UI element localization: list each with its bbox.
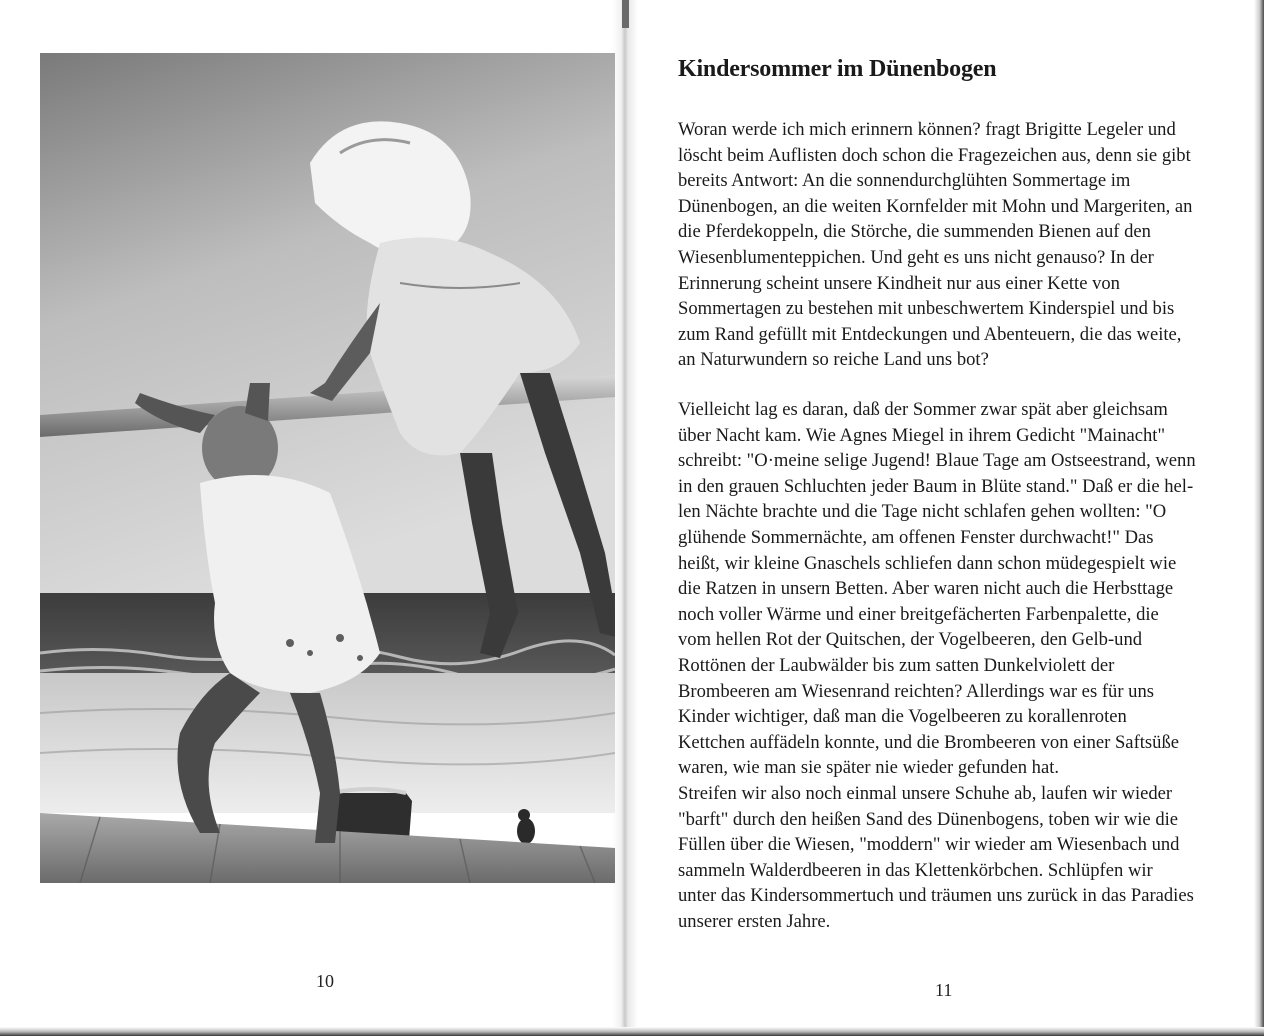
- left-page-number: 10: [316, 971, 334, 991]
- text-line: Kinder wichtiger, daß man die Vogelbeeren zu korallenroten: [678, 706, 1127, 728]
- text-line: Rottönen der Laubwälder bis zum satten Dunkelviolett der: [678, 654, 1115, 676]
- page-edge-right: [1254, 0, 1264, 1036]
- text-line: die Ratzen in unsern Betten. Aber waren nicht auch die Herbsttage: [678, 578, 1174, 600]
- text-line: schreibt: "O·meine selige Jugend! Blaue Tage am Ostseestrand, wenn: [678, 450, 1196, 472]
- right-page-number: 11: [935, 980, 953, 1000]
- text-line: Vielleicht lag es daran, daß der Sommer zwar spät aber gleichsam: [678, 399, 1168, 420]
- text-line: sammeln Walderdbeeren in das Klettenkörbchen. Schlüpfen wir: [678, 859, 1153, 881]
- paragraph-2: [678, 397, 1218, 934]
- text-line: heißt, wir kleine Gnaschels schliefen dann schon müdegespielt wie: [678, 552, 1177, 574]
- text-line: Dünenbogen, an die weiten Kornfelder mit Mohn und Margeriten, an: [678, 195, 1193, 217]
- text-line: Woran werde ich mich erinnern können? fragt Brigitte Legeler und: [678, 119, 1176, 140]
- text-line: Füllen über die Wiesen, "moddern" wir wieder am Wiesenbach und: [678, 834, 1180, 856]
- text-line: unter das Kindersommertuch und träumen uns zurück in das Paradies: [678, 885, 1194, 907]
- text-line: len Nächte brachte und die Tage nicht schlafen gehen wollten: "O: [678, 501, 1167, 523]
- text-line: Wiesenblumenteppichen. Und geht es uns nicht genauso? In der: [678, 246, 1154, 268]
- text-line: die Pferdekoppeln, die Störche, die summenden Bienen auf den: [678, 221, 1151, 243]
- text-line: Sommertagen zu bestehen mit unbeschwertem Kinderspiel und bis: [678, 298, 1175, 320]
- text-line: an Naturwundern so reiche Land uns bot?: [678, 349, 989, 371]
- text-line: glühende Sommernächte, am offenen Fenster durchwacht!" Das: [678, 526, 1154, 548]
- text-line: Brombeeren am Wiesenrand reichten? Allerdings war es für uns: [678, 680, 1154, 702]
- text-line: bereits Antwort: An die sonnendurchglühten Sommertage im: [678, 170, 1131, 192]
- gutter-shadow: [622, 0, 629, 28]
- page-edge-bottom: [0, 1027, 1264, 1036]
- text-line: über Nacht kam. Wie Agnes Miegel in ihrem Gedicht "Mainacht": [678, 424, 1166, 446]
- seagull: [517, 818, 535, 844]
- text-line: waren, wie man sie später nie wieder gefunden hat.: [678, 757, 1060, 779]
- book-gutter: [612, 0, 638, 1030]
- text-line: Streifen wir also noch einmal unsere Schuhe ab, laufen wir wieder: [678, 782, 1173, 804]
- text-line: zum Rand gefüllt mit Entdeckungen und Abenteuern, die das weite,: [678, 323, 1182, 345]
- text-line: "barft" durch den heißen Sand des Dünenbogens, toben wir wie die: [678, 808, 1179, 830]
- chapter-title: Kindersommer im Dünenbogen: [678, 56, 997, 82]
- text-line: löscht beim Auflisten doch schon die Fragezeichen aus, denn sie gibt: [678, 144, 1191, 166]
- paragraph-1: [678, 117, 1218, 373]
- text-line: noch voller Wärme und einer breitgefächerten Farbenpalette, die: [678, 603, 1159, 625]
- text-line: in den grauen Schluchten jeder Baum in Blüte stand." Daß er die hel-: [678, 475, 1194, 497]
- text-line: Kettchen auffädeln konnte, und die Brombeeren von einer Saftsüße: [678, 731, 1180, 753]
- text-line: vom hellen Rot der Quitschen, der Vogelbeeren, den Gelb-und: [678, 629, 1143, 651]
- beach-children-photo: [40, 53, 615, 883]
- text-line: unserer ersten Jahre.: [678, 910, 831, 932]
- text-line: Erinnerung scheint unsere Kindheit nur aus einer Kette von: [678, 272, 1120, 294]
